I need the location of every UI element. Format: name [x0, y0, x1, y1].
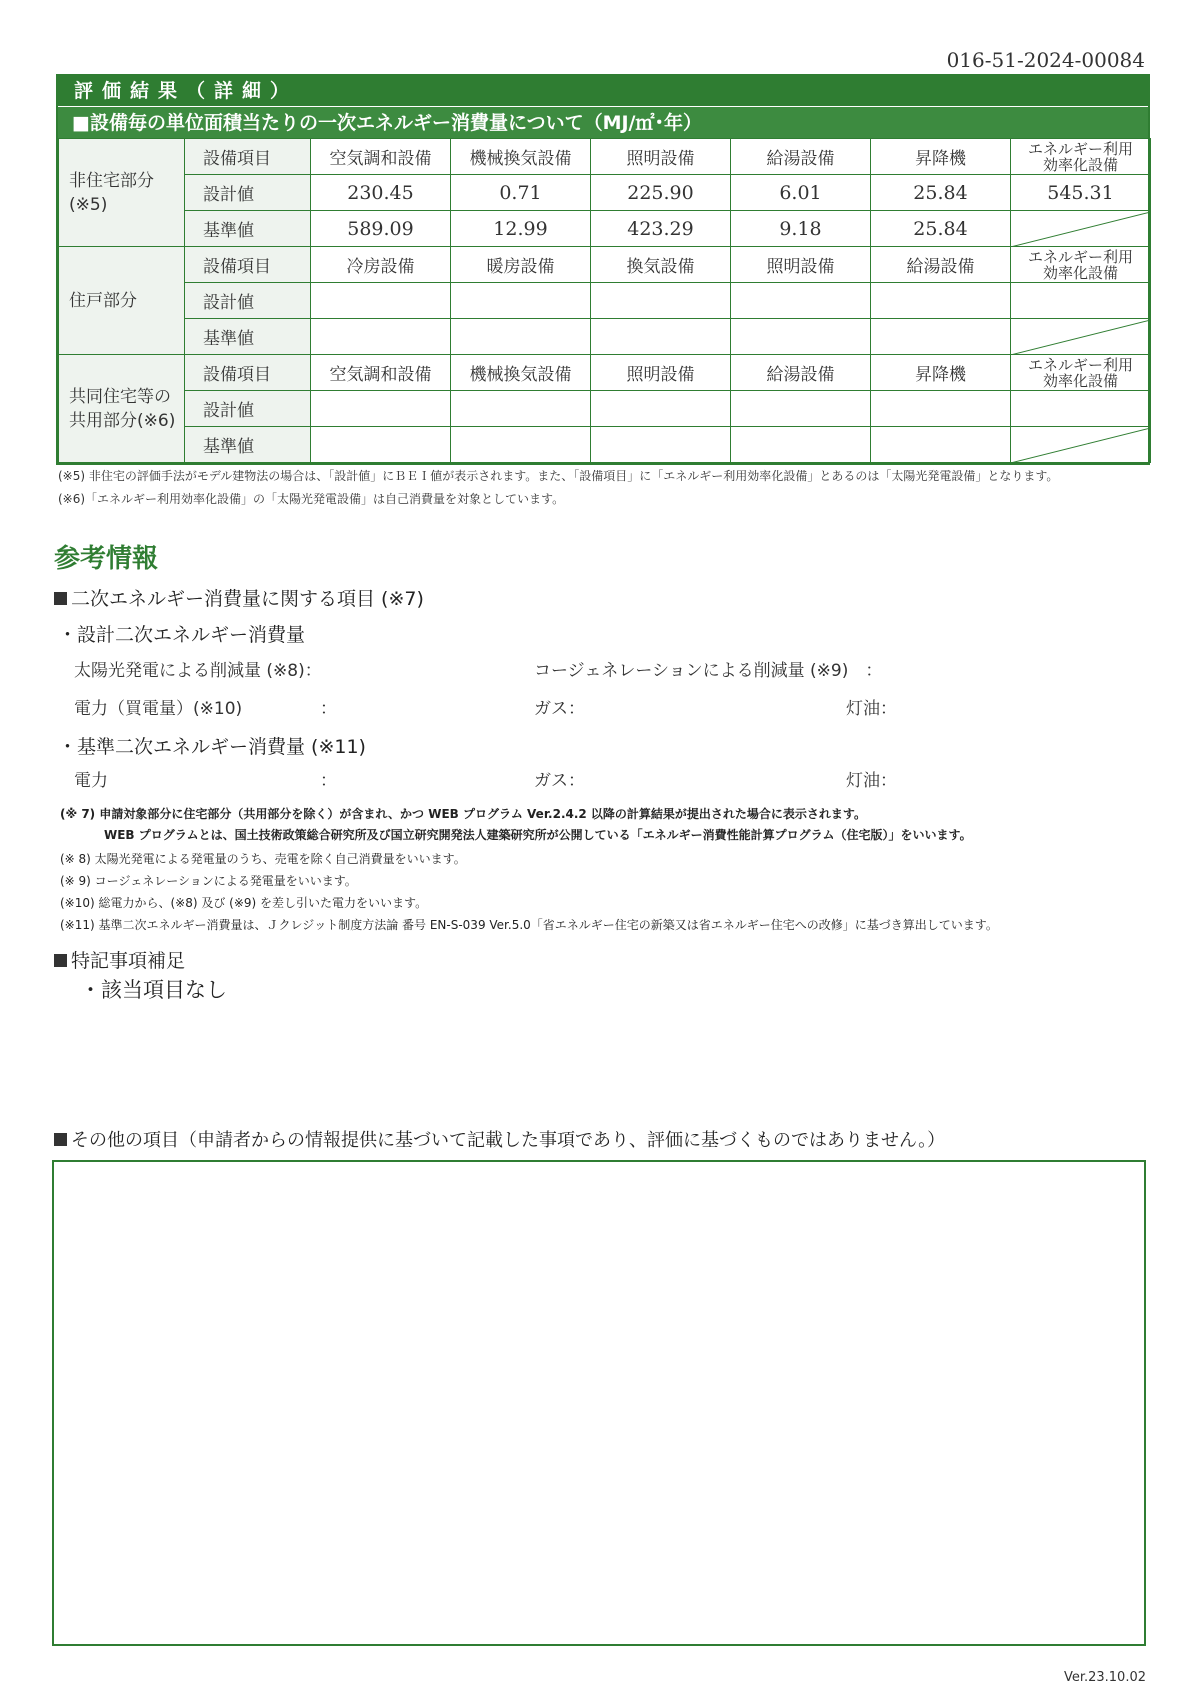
- header-cell: 昇降機: [871, 139, 1011, 175]
- row-label: 設備項目: [185, 139, 311, 175]
- secondary-energy-heading: 二次エネルギー消費量に関する項目 (※7): [54, 584, 424, 611]
- value-cell: [451, 391, 591, 427]
- empty-slashed-cell: [1011, 211, 1151, 247]
- design-secondary-energy-title: ・設計二次エネルギー消費量: [58, 624, 306, 646]
- table-row: [59, 139, 1151, 175]
- value-cell: [591, 427, 731, 463]
- header-cell: エネルギー利用 効率化設備: [1011, 355, 1151, 391]
- value-cell: 230.45: [311, 175, 451, 211]
- value-cell: [591, 391, 731, 427]
- kerosene-label: 灯油：: [846, 699, 897, 719]
- value-cell: 589.09: [311, 211, 451, 247]
- value-cell: [871, 283, 1011, 319]
- group-note: (※5): [69, 194, 108, 215]
- header-cell: 機械換気設備: [451, 139, 591, 175]
- value-cell: [871, 391, 1011, 427]
- value-cell: [311, 283, 451, 319]
- row-label: 設備項目: [185, 355, 311, 391]
- table-row: [59, 355, 1151, 391]
- value-cell: 6.01: [731, 175, 871, 211]
- kerosene-label: 灯油：: [846, 771, 897, 791]
- table-row: [59, 319, 1151, 355]
- value-cell: [311, 319, 451, 355]
- solar-reduction-label: 太陽光発電による削減量 (※8)：: [74, 661, 322, 681]
- value-cell: [591, 319, 731, 355]
- evaluation-detail-section: [56, 74, 1150, 465]
- footnote-5: (※5) 非住宅の評価手法がモデル建物法の場合は、「設計値」にＢＥＩ値が表示されます。また、「設備項目」に「エネルギー利用効率化設備」とあるのは「太陽光発電設備」となります。: [58, 469, 1059, 483]
- footnote-6: (※6)「エネルギー利用効率化設備」の「太陽光発電設備」は自己消費量を対象としています。: [58, 492, 565, 506]
- square-bullet-icon: [54, 954, 67, 967]
- power-label: 電力: [74, 771, 108, 791]
- header-cell: 給湯設備: [731, 355, 871, 391]
- document-number: 016-51-2024-00084: [946, 48, 1145, 72]
- value-cell: [311, 391, 451, 427]
- gas-label: ガス：: [534, 771, 585, 791]
- header-cell: 給湯設備: [871, 247, 1011, 283]
- footnote-7b: WEB プログラムとは、国土技術政策総合研究所及び国立研究開発法人建築研究所が公開している「エネルギー消費性能計算プログラム（住宅版）」をいいます。: [104, 828, 972, 842]
- group-label: 非住宅部分: [69, 170, 154, 191]
- value-cell: [731, 391, 871, 427]
- header-cell: 昇降機: [871, 355, 1011, 391]
- header-cell: エネルギー利用 効率化設備: [1011, 139, 1151, 175]
- standard-secondary-energy-title: ・基準二次エネルギー消費量 (※11): [58, 736, 366, 758]
- group-dwelling: 住戸部分: [59, 247, 185, 355]
- value-cell: [591, 283, 731, 319]
- version-label: Ver.23.10.02: [1063, 1670, 1146, 1685]
- header-cell: 照明設備: [591, 355, 731, 391]
- value-cell: [731, 283, 871, 319]
- value-cell: [451, 283, 591, 319]
- footnote-11: (※11) 基準二次エネルギー消費量は、Ｊクレジット制度方法論 番号 EN-S-039 Ver.5.0「省エネルギー住宅の新築又は省エネルギー住宅への改修」に基づき算出しています。: [60, 918, 998, 932]
- other-items-heading: その他の項目（申請者からの情報提供に基づいて記載した事項であり、評価に基づくものではありません。）: [54, 1126, 945, 1152]
- value-cell: 12.99: [451, 211, 591, 247]
- value-cell: 0.71: [451, 175, 591, 211]
- value-cell: 545.31: [1011, 175, 1151, 211]
- empty-slashed-cell: [1011, 319, 1151, 355]
- table-row: [59, 427, 1151, 463]
- table-row: [59, 175, 1151, 211]
- row-label: 設計値: [185, 391, 311, 427]
- gas-label: ガス：: [534, 699, 585, 719]
- row-label: 設計値: [185, 175, 311, 211]
- empty-slashed-cell: [1011, 427, 1151, 463]
- value-cell: 9.18: [731, 211, 871, 247]
- row-label: 基準値: [185, 427, 311, 463]
- square-bullet-icon: [54, 592, 67, 605]
- value-cell: [1011, 283, 1151, 319]
- group-common-area: [59, 355, 185, 463]
- header-cell: 機械換気設備: [451, 355, 591, 391]
- row-label: 基準値: [185, 319, 311, 355]
- footnote-9: (※ 9) コージェネレーションによる発電量をいいます。: [60, 874, 357, 888]
- value-cell: 25.84: [871, 211, 1011, 247]
- footnote-7a: (※ 7) 申請対象部分に住宅部分（共用部分を除く）が含まれ、かつ WEB プログラム Ver.2.4.2 以降の計算結果が提出された場合に表示されます。: [60, 807, 866, 821]
- header-cell: 給湯設備: [731, 139, 871, 175]
- value-cell: 423.29: [591, 211, 731, 247]
- header-cell: 冷房設備: [311, 247, 451, 283]
- cogeneration-reduction-label: コージェネレーションによる削減量 (※9) ：: [534, 661, 883, 681]
- group-nonresidential: [59, 139, 185, 247]
- value-cell: [1011, 391, 1151, 427]
- value-cell: [871, 319, 1011, 355]
- header-cell: 暖房設備: [451, 247, 591, 283]
- evaluation-subtitle: ■設備毎の単位面積当たりの一次エネルギー消費量について（MJ/㎡･年）: [58, 106, 1148, 138]
- header-cell: 照明設備: [591, 139, 731, 175]
- header-cell: 空気調和設備: [311, 355, 451, 391]
- purchased-power-label: 電力（買電量）(※10): [74, 699, 243, 719]
- row-label: 基準値: [185, 211, 311, 247]
- value-cell: [871, 427, 1011, 463]
- table-row: [59, 283, 1151, 319]
- value-cell: 225.90: [591, 175, 731, 211]
- colon-separator: ：: [320, 771, 337, 791]
- value-cell: [451, 319, 591, 355]
- value-cell: [731, 319, 871, 355]
- table-row: [59, 391, 1151, 427]
- value-cell: 25.84: [871, 175, 1011, 211]
- header-cell: エネルギー利用 効率化設備: [1011, 247, 1151, 283]
- row-label: 設備項目: [185, 247, 311, 283]
- header-cell: 照明設備: [731, 247, 871, 283]
- row-label: 設計値: [185, 283, 311, 319]
- energy-consumption-table: [58, 138, 1151, 463]
- group-label: 共用部分(※6): [69, 410, 176, 431]
- other-items-box: [52, 1160, 1146, 1646]
- group-label: 共同住宅等の: [69, 386, 171, 407]
- special-notes-heading: 特記事項補足: [54, 946, 185, 973]
- colon-separator: ：: [320, 699, 337, 719]
- evaluation-title: 評価結果（詳細）: [58, 76, 1148, 106]
- table-row: [59, 211, 1151, 247]
- header-cell: 空気調和設備: [311, 139, 451, 175]
- value-cell: [311, 427, 451, 463]
- header-cell: 換気設備: [591, 247, 731, 283]
- table-row: [59, 247, 1151, 283]
- value-cell: [731, 427, 871, 463]
- special-notes-item: ・該当項目なし: [80, 978, 227, 1002]
- footnote-10: (※10) 総電力から、(※8) 及び (※9) を差し引いた電力をいいます。: [60, 896, 428, 910]
- value-cell: [451, 427, 591, 463]
- footnote-8: (※ 8) 太陽光発電による発電量のうち、売電を除く自己消費量をいいます。: [60, 852, 466, 866]
- square-bullet-icon: [54, 1133, 67, 1146]
- reference-info-title: 参考情報: [54, 544, 159, 574]
